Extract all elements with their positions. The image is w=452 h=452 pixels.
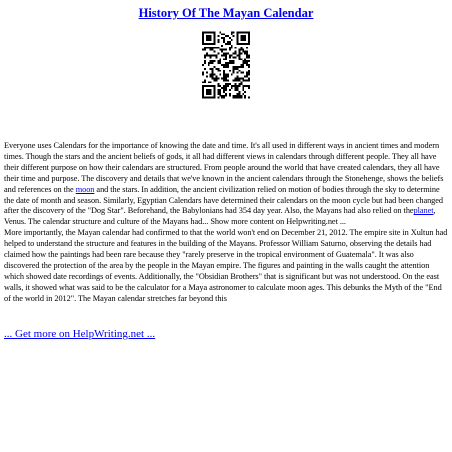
get-more-link[interactable]: ... Get more on HelpWriting.net ... xyxy=(4,328,156,340)
article-body xyxy=(4,141,448,305)
more-section xyxy=(4,328,155,341)
qr-code-icon xyxy=(202,31,250,99)
page-title xyxy=(0,6,452,21)
title-link[interactable]: History Of The Mayan Calendar xyxy=(138,6,314,20)
paragraph-2-text: More importantly, the Mayan calendar had confirmed to that the world won't end on December 21, 2012. The empire site in Xultun had helped to understand the structure and features in the building of the Mayans. Professor William Saturno, observing the details had claimed how the paintings had been rare because they "rarely preserve in the tropical environment of Guatemala". It was also discovered the protection of the area by the people in the Mayan empire. The figures and painting in the walls caught the attention which showed date recordings of events. Additionally, the "Obsidian Brothers" that is significant but was not understood. On the east walls, it showed what was said to be the calculator for a Maya astronomer to calculate moon ages. This debunks the Myth of the "End of the world in 2012". The Mayan calendar stretches far beyond this xyxy=(4,228,448,303)
paragraph-1-text-end: , Venus. The calendar structure and culture of the Mayans had... Show more content on Helpwriting.net ... xyxy=(4,206,436,227)
moon-link[interactable]: moon xyxy=(75,184,95,194)
planet-link[interactable]: planet xyxy=(413,206,434,216)
paragraph-1-text-continued: and the stars. In addition, the ancient civilization relied on motion of bodies through the sky to determine the date of month and season. Similarly, Egyptian Calendars have determined their calendars on the moon cycle but had been changed after the discovery of the "Dog Star". Beforehand, the Babylonians had 354 day year. Also, the Mayans had also relied on the xyxy=(4,184,444,216)
paragraph-1-text: Everyone uses Calendars for the importance of knowing the date and time. It's all used in different ways in ancient times and modern times. Though the stars and the ancient beliefs of gods, it all had different views in calendars through different people. They all have their different purpose on how their calendars are structured. From people around the world that have created calendars, they all have their time and purpose. The discovery and details that we've known in the ancient calendars through the Stonehenge, shows the beliefs and references on the xyxy=(4,141,444,194)
